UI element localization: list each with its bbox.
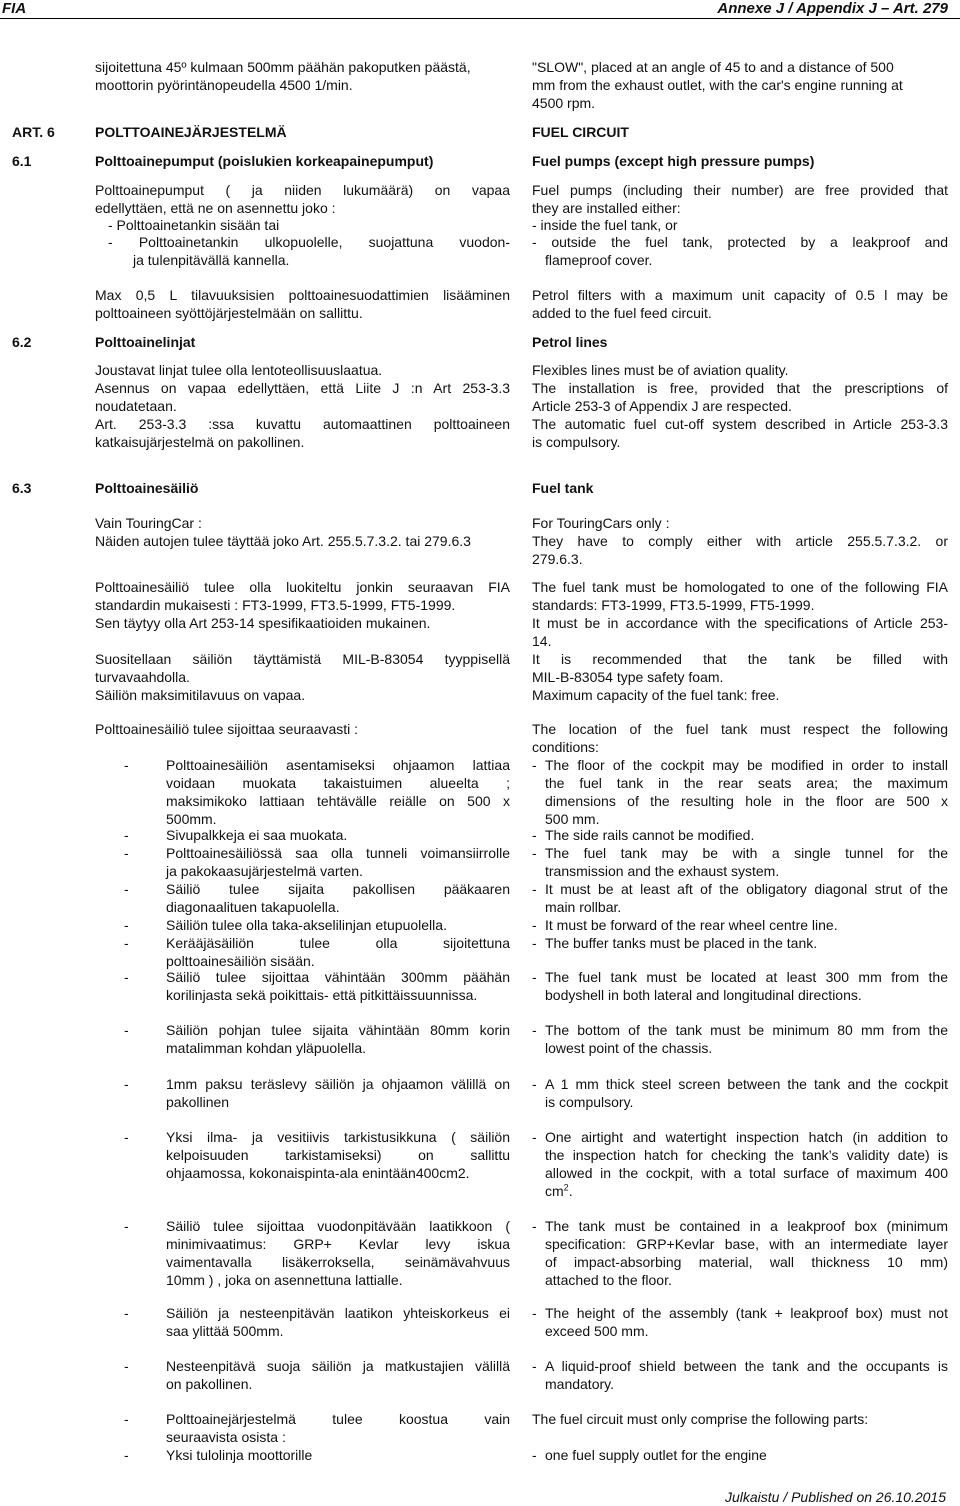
s61-en-filter-line: Petrol filters with a maximum unit capacity of 0.5 l may be [532, 287, 948, 303]
s61-en-line: - outside the fuel tank, protected by a leakproof and [532, 234, 948, 250]
footer-published: Julkaistu / Published on 26.10.2015 [724, 1489, 946, 1505]
s62-fi-line: Joustavat linjat tulee olla lentoteollisuuslaatua. [95, 362, 383, 378]
fi-list-item-text: 500mm. [166, 811, 217, 827]
en-list-item-text: It must be forward of the rear wheel centre line. [545, 917, 838, 933]
s61-en-line: - inside the fuel tank, or [532, 217, 678, 233]
fi-list-item-text: Polttoainesäiliön asentamiseksi ohjaamon lattiaa [166, 757, 510, 773]
fi-list-item-bullet: - [124, 1022, 129, 1038]
fi-list-item-text: korilinjasta sekä poikittais- että pitkittäissuunnissa. [166, 987, 478, 1003]
en-list-item-text: transmission and the exhaust system. [545, 863, 780, 879]
s63-en-line: Maximum capacity of the fuel tank: free. [532, 687, 780, 703]
fi-list-item-bullet: - [124, 935, 129, 951]
fi-list-item-bullet: - [124, 1218, 129, 1234]
s61-en-filter-line: added to the fuel feed circuit. [532, 305, 712, 321]
intro-fi-line: sijoitettuna 45º kulmaan 500mm päähän pakoputken päästä, [95, 59, 471, 75]
en-list-item-text: The floor of the cockpit may be modified in order to install [545, 757, 948, 773]
fi-list-item-bullet: - [124, 969, 129, 985]
s61-fi-filter-line: Max 0,5 L tilavuuksisien polttoainesuodattimien lisääminen [95, 287, 510, 303]
fi-list-item-bullet: - [124, 1411, 129, 1427]
en-list-item-bullet: - [532, 1218, 537, 1234]
fi-list-item-bullet: - [124, 1129, 129, 1145]
fi-list-item-text: polttoainesäiliön sisään. [166, 953, 315, 969]
fi-list-item-text: voidaan muokata takaistuimen alueelta ; [166, 775, 510, 791]
s61-en-line: flameproof cover. [545, 252, 653, 268]
fi-list-item-text: Säiliö tulee sijaita pakollisen pääkaaren [166, 881, 510, 897]
s61-fi-line: - Polttoainetankin ulkopuolelle, suojattuna vuodon- [108, 234, 510, 250]
en-list-item-text: main rollbar. [545, 899, 622, 915]
s62-en-line: Article 253-3 of Appendix J are respected. [532, 398, 792, 414]
en-list-item-bullet: - [532, 1305, 537, 1321]
en-list-item-text: The tank must be contained in a leakproof box (minimum [545, 1218, 948, 1234]
fi-list-item-text: pakollinen [166, 1094, 230, 1110]
fi-list-item-text: Kerääjäsäiliön tulee olla sijoitettuna [166, 935, 510, 951]
intro-en-line: mm from the exhaust outlet, with the car's engine running at [532, 77, 903, 93]
s63-fi-line: Suositellaan säiliön täyttämistä MIL-B-83054 tyyppisellä [95, 651, 510, 667]
en-list-item-text: allowed in the cockpit, with a total surface of maximum 400 [545, 1165, 948, 1181]
en-list-item-text: A liquid-proof shield between the tank and the occupants is [545, 1358, 948, 1374]
fi-list-item-text: matalimman kohdan yläpuolella. [166, 1040, 366, 1056]
en-list-item-text: The fuel tank may be with a single tunnel for the [545, 845, 948, 861]
section-number: 6.1 [12, 153, 32, 169]
s63-fi-line: Näiden autojen tulee täyttää joko Art. 255.5.7.3.2. tai 279.6.3 [95, 533, 471, 549]
fi-list-item-bullet: - [124, 827, 129, 843]
fi-list-item-text: ja pakokaasujärjestelmä varten. [166, 863, 363, 879]
en-list-item-bullet: - [532, 1447, 537, 1463]
section-title-fi: Polttoainesäiliö [95, 480, 199, 496]
en-list-item-text: bodyshell in both lateral and longitudinal directions. [545, 987, 862, 1003]
fi-list-item-text: kelpoisuuden tarkistamiseksi) on sallittu [166, 1147, 510, 1163]
s61-en-line: Fuel pumps (including their number) are free provided that [532, 182, 948, 198]
intro-en-line: 4500 rpm. [532, 95, 596, 111]
en-list-item-text: The buffer tanks must be placed in the tank. [545, 935, 818, 951]
fi-list-item-bullet: - [124, 1305, 129, 1321]
s63-en-line: The fuel tank must be homologated to one of the following FIA [532, 579, 948, 595]
s62-fi-line: noudatetaan. [95, 398, 177, 414]
fi-list-item-text: Säiliön tulee olla taka-akselilinjan etupuolella. [166, 917, 447, 933]
section-title-en: Fuel pumps (except high pressure pumps) [532, 153, 815, 169]
fi-list-item-text: Säiliön pohjan tulee sijaita vähintään 80mm korin [166, 1022, 510, 1038]
en-list-item-text: 500 mm. [545, 811, 600, 827]
fi-list-item-text: Yksi tulolinja moottorille [166, 1447, 313, 1463]
fi-list-item-text: maksimikoko lattiaan tehtävälle reiälle on 500 x [166, 793, 510, 809]
section-number: 6.3 [12, 480, 32, 496]
en-list-item-text: is compulsory. [545, 1094, 634, 1110]
en-list-item-text: The height of the assembly (tank + leakproof box) must not [545, 1305, 948, 1321]
intro-en-line: "SLOW", placed at an angle of 45 to and a distance of 500 [532, 59, 894, 75]
en-list-item-text: $cm^2$. [545, 1182, 573, 1199]
en-list-item-bullet: - [532, 827, 537, 843]
en-list-item-text: mandatory. [545, 1376, 614, 1392]
section-title-fi: Polttoainelinjat [95, 334, 196, 350]
s61-fi-line: Polttoainepumput ( ja niiden lukumäärä) on vapaa [95, 182, 510, 198]
s63-en-line: standards: FT3-1999, FT3.5-1999, FT5-1999. [532, 597, 815, 613]
fi-list-item-bullet: - [124, 1447, 129, 1463]
s63-en-line: For TouringCars only : [532, 515, 670, 531]
en-list-item-bullet: - [532, 969, 537, 985]
s62-en-line: is compulsory. [532, 434, 621, 450]
en-list-item-text: exceed 500 mm. [545, 1323, 649, 1339]
en-list-item-bullet: - [532, 845, 537, 861]
s61-fi-line: edellyttäen, että ne on asennettu joko : [95, 200, 336, 216]
en-list-item-text: The bottom of the tank must be minimum 80 mm from the [545, 1022, 948, 1038]
en-list-item-bullet: - [532, 881, 537, 897]
en-list-item-text: attached to the floor. [545, 1272, 672, 1288]
fi-list-item-text: diagonaalituen takapuolella. [166, 899, 340, 915]
section-title-fi: Polttoainepumput (poislukien korkeapainepumput) [95, 153, 434, 169]
en-list-item-text: the fuel tank in the rear seats area; the maximum [545, 775, 948, 791]
s63-fi-line: Polttoainesäiliö tulee olla luokiteltu jonkin seuraavan FIA [95, 579, 510, 595]
fi-list-item-text: Säiliö tulee sijoittaa vähintään 300mm päähän [166, 969, 510, 985]
en-list-item-text: The side rails cannot be modified. [545, 827, 755, 843]
en-list-item-bullet: - [532, 1358, 537, 1374]
s63-fi-line: Vain TouringCar : [95, 515, 202, 531]
en-list-item-text: of impact-absorbing material, wall thickness 10 mm) [545, 1254, 948, 1270]
en-list-item-text: lowest point of the chassis. [545, 1040, 713, 1056]
en-list-item-bullet: - [532, 1022, 537, 1038]
section-title-en: Fuel tank [532, 480, 594, 496]
en-fuel-circuit-line: The fuel circuit must only comprise the following parts: [532, 1411, 869, 1427]
s63-fi-line: Sen täytyy olla Art 253-14 spesifikaatioiden mukainen. [95, 615, 431, 631]
en-list-item-text: specification: GRP+Kevlar base, with an intermediate layer [545, 1236, 948, 1252]
fi-list-item-text: Sivupalkkeja ei saa muokata. [166, 827, 348, 843]
fi-list-item-text: vaimentavalla lisäkerroksella, seinämävahvuus [166, 1254, 510, 1270]
article-title-fi: POLTTOAINEJÄRJESTELMÄ [95, 124, 287, 140]
fi-list-item-bullet: - [124, 757, 129, 773]
fi-list-item-text: 1mm paksu teräslevy säiliön ja ohjaamon välillä on [166, 1076, 510, 1092]
intro-fi-line: moottorin pyörintänopeudella 4500 1/min. [95, 77, 353, 93]
en-list-item-text: It must be at least aft of the obligatory diagonal strut of the [545, 881, 948, 897]
fi-list-item-bullet: - [124, 917, 129, 933]
s62-fi-line: Asennus on vapaa edellyttäen, että Liite J :n Art 253-3.3 [95, 380, 510, 396]
s63-en-line: conditions: [532, 739, 599, 755]
en-list-item-bullet: - [532, 757, 537, 773]
fi-list-item-text: Nesteenpitävä suoja säiliön ja matkustajien välillä [166, 1358, 510, 1374]
fi-list-item-bullet: - [124, 881, 129, 897]
fi-list-item-text: Yksi ilma- ja vesitiivis tarkistusikkuna ( säiliön [166, 1129, 510, 1145]
s63-en-line: 279.6.3. [532, 551, 583, 567]
fi-list-item-text: ohjaamossa, kokonaispinta-ala enintään400cm2. [166, 1165, 470, 1181]
section-number: 6.2 [12, 334, 32, 350]
fi-list-item-text: minimivaatimus: GRP+ Kevlar levy iskua [166, 1236, 510, 1252]
s61-fi-line: ja tulenpitävällä kannella. [133, 252, 290, 268]
fi-list-item-text: Säiliön ja nesteenpitävän laatikon yhteiskorkeus ei [166, 1305, 510, 1321]
header-right: Annexe J / Appendix J – Art. 279 [717, 0, 948, 17]
s63-en-line: 14. [532, 633, 552, 649]
fi-list-item-text: Polttoainesäiliössä saa olla tunneli voimansiirrolle [166, 845, 510, 861]
s61-fi-filter-line: polttoaineen syöttöjärjestelmään on sallittu. [95, 305, 363, 321]
article-title-en: FUEL CIRCUIT [532, 124, 629, 140]
article-number: ART. 6 [12, 124, 55, 140]
en-list-item-bullet: - [532, 1129, 537, 1145]
s63-en-line: It must be in accordance with the specifications of Article 253- [532, 615, 948, 631]
s62-en-line: Flexibles lines must be of aviation quality. [532, 362, 789, 378]
en-list-item-text: dimensions of the resulting hole in the floor are 500 x [545, 793, 948, 809]
s62-en-line: The automatic fuel cut-off system described in Article 253-3.3 [532, 416, 948, 432]
s63-fi-line: Säiliön maksimitilavuus on vapaa. [95, 687, 306, 703]
superscript-tail: . [568, 1183, 573, 1199]
header-left: FIA [2, 0, 27, 17]
en-list-item-bullet: - [532, 1076, 537, 1092]
s62-fi-line: katkaisujärjestelmä on pakollinen. [95, 434, 305, 450]
en-list-item-text: the inspection hatch for checking the tank’s validity date) is [545, 1147, 948, 1163]
fi-list-item-text: 10mm ) , joka on asennettuna lattialle. [166, 1272, 403, 1288]
s63-en-line: The location of the fuel tank must respect the following [532, 721, 948, 737]
fi-list-item-text: seuraavista osista : [166, 1429, 286, 1445]
s63-fi-line: turvavaahdolla. [95, 669, 190, 685]
fi-list-item-text: Polttoainejärjestelmä tulee koostua vain [166, 1411, 510, 1427]
s62-en-line: The installation is free, provided that the prescriptions of [532, 380, 948, 396]
en-list-item-text: The fuel tank must be located at least 300 mm from the [545, 969, 948, 985]
fi-list-item-bullet: - [124, 1076, 129, 1092]
s61-fi-line: - Polttoainetankin sisään tai [108, 217, 280, 233]
fi-list-item-text: on pakollinen. [166, 1376, 253, 1392]
s63-en-line: They have to comply either with article 255.5.7.3.2. or [532, 533, 948, 549]
page-header [0, 0, 960, 19]
s63-fi-line: Polttoainesäiliö tulee sijoittaa seuraavasti : [95, 721, 359, 737]
s63-en-line: MIL-B-83054 type safety foam. [532, 669, 724, 685]
s63-fi-line: standardin mukaisesti : FT3-1999, FT3.5-1999, FT5-1999. [95, 597, 456, 613]
superscript-2: 2 [563, 1182, 569, 1193]
en-list-item-bullet: - [532, 935, 537, 951]
fi-list-item-bullet: - [124, 845, 129, 861]
fi-list-item-text: saa ylittää 500mm. [166, 1323, 284, 1339]
en-list-item-bullet: - [532, 917, 537, 933]
fi-list-item-bullet: - [124, 1358, 129, 1374]
en-list-item-text: A 1 mm thick steel screen between the tank and the cockpit [545, 1076, 948, 1092]
en-list-item-text: one fuel supply outlet for the engine [545, 1447, 767, 1463]
en-list-item-text: One airtight and watertight inspection hatch (in addition to [545, 1129, 948, 1145]
s62-fi-line: Art. 253-3.3 :ssa kuvattu automaattinen polttoaineen [95, 416, 510, 432]
s61-en-line: they are installed either: [532, 200, 681, 216]
section-title-en: Petrol lines [532, 334, 608, 350]
s63-en-line: It is recommended that the tank be filled with [532, 651, 948, 667]
fi-list-item-text: Säiliö tulee sijoittaa vuodonpitävään laatikkoon ( [166, 1218, 510, 1234]
